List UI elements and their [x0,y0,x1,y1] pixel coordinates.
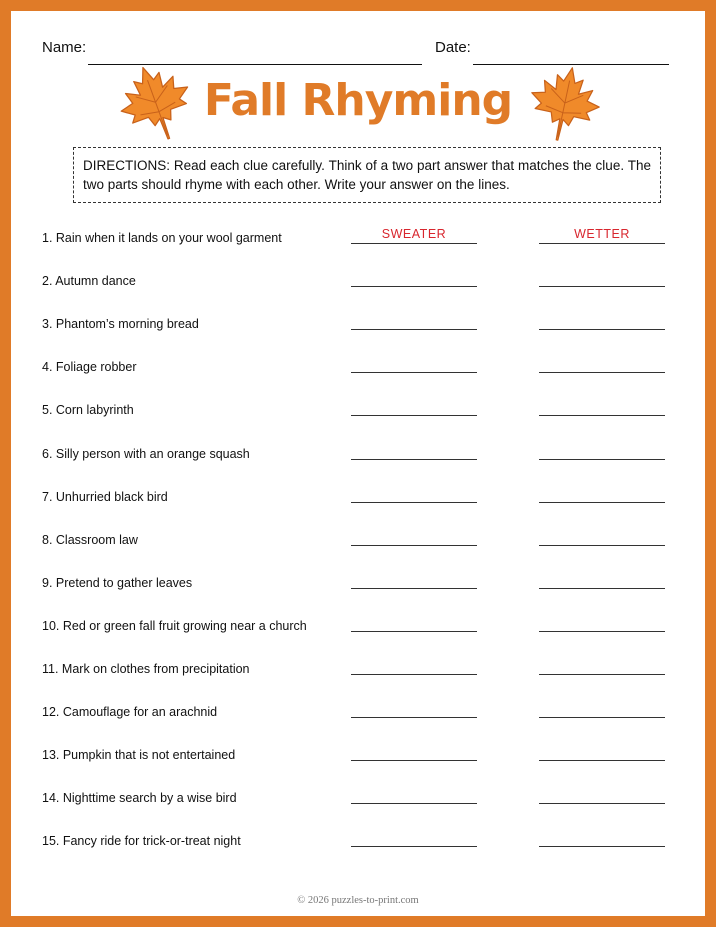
maple-leaf-icon [523,57,605,149]
clue-text: 14. Nighttime search by a wise bird [42,791,237,806]
answer-blank-first[interactable] [351,502,477,503]
answer-blank-second[interactable] [539,588,665,589]
answer-blank-second[interactable] [539,674,665,675]
answer-blank-first[interactable] [351,545,477,546]
copyright-footer: © 2026 puzzles-to-print.com [297,895,419,906]
answer-blank-second[interactable] [539,760,665,761]
answer-blank-first[interactable] [351,588,477,589]
clue-text: 11. Mark on clothes from precipitation [42,662,250,676]
answer-blank-second[interactable] [539,717,665,718]
clue-text: 3. Phantom’s morning bread [42,317,199,332]
clue-text: 13. Pumpkin that is not entertained [42,748,236,763]
clue-text: 8. Classroom law [42,532,138,547]
answer-blank-second[interactable] [539,545,665,546]
answer-blank-first[interactable] [351,243,477,244]
clue-text: 5. Corn labyrinth [42,403,134,418]
answer-blank-second[interactable] [539,372,665,373]
clue-text: 6. Silly person with an orange squash [42,446,250,461]
clue-text: 9. Pretend to gather leaves [42,575,193,590]
answer-blank-first[interactable] [351,803,477,804]
answer-blank-first[interactable] [351,631,477,632]
answer-blank-second[interactable] [539,286,665,287]
worksheet [11,11,705,916]
answer-blank-first[interactable] [351,459,477,460]
answer-blank-first[interactable] [351,415,477,416]
page-title: Fall Rhyming [203,75,513,126]
date-label: Date: [435,39,471,56]
answer-blank-first[interactable] [351,286,477,287]
answer-blank-second[interactable] [539,415,665,416]
answer-blank-first[interactable] [351,372,477,373]
answer-blank-second[interactable] [539,459,665,460]
name-label: Name: [42,39,87,56]
answer-blank-first[interactable] [351,329,477,330]
clue-text: 15. Fancy ride for trick-or-treat night [42,834,241,849]
directions-box: DIRECTIONS: Read each clue carefully. Think of a two part answer that matches the clue. The two parts should rhyme with each other. Write your answer on the lines. [73,147,661,203]
clue-text: 12. Camouflage for an arachnid [42,705,218,720]
clue-text: 7. Unhurried black bird [42,489,168,504]
clue-text: 10. Red or green fall fruit growing near a church [42,618,307,633]
answer-blank-second[interactable] [539,243,665,244]
clue-text: 1. Rain when it lands on your wool garment [42,231,282,245]
answer-blank-first[interactable] [351,717,477,718]
answer-blank-second[interactable] [539,803,665,804]
clue-text: 4. Foliage robber [42,360,137,375]
answer-blank-second[interactable] [539,846,665,847]
answer-blank-second-text: WETTER [574,227,630,241]
answer-blank-first-text: SWEATER [381,227,447,241]
answer-blank-first[interactable] [351,760,477,761]
answer-blank-first[interactable] [351,674,477,675]
clue-text: 2. Autumn dance [42,274,136,289]
answer-blank-second[interactable] [539,631,665,632]
answer-blank-second[interactable] [539,502,665,503]
answer-blank-first[interactable] [351,846,477,847]
answer-blank-second[interactable] [539,329,665,330]
